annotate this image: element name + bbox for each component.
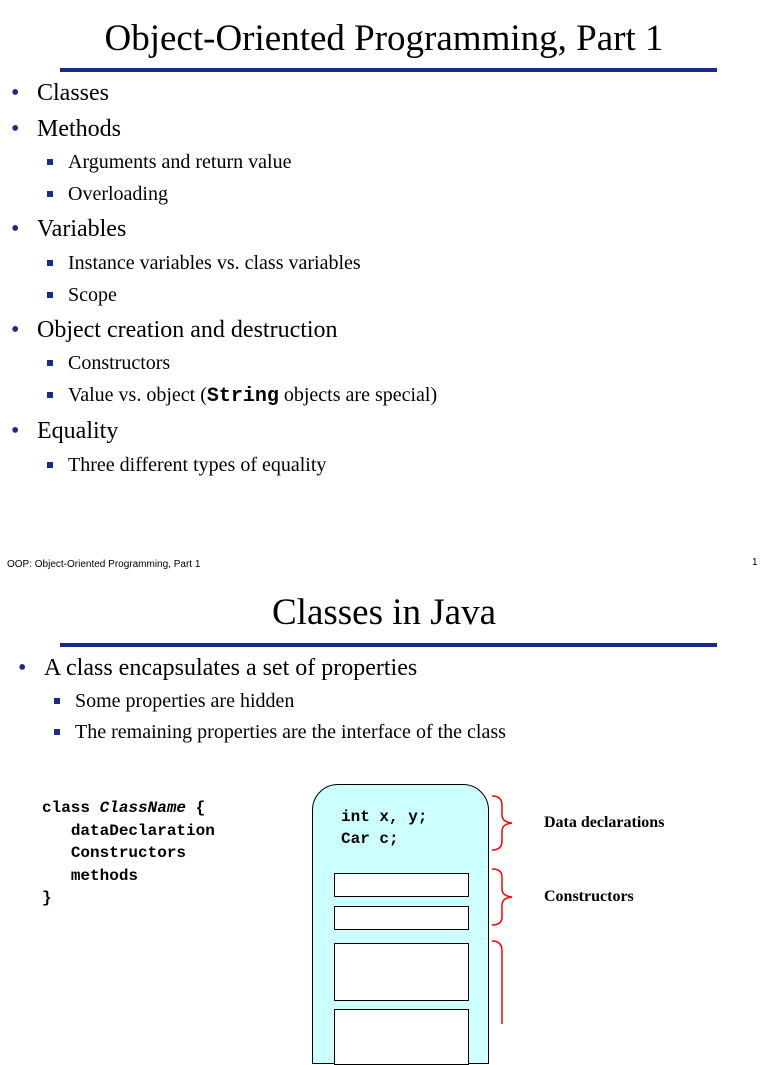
- square-bullet-icon: [54, 698, 60, 704]
- sub-bullet-hidden: Some properties are hidden: [75, 689, 294, 713]
- constructor-slot: [334, 906, 469, 930]
- bullet-dot-icon: •: [11, 317, 20, 343]
- sub-bullet-equality-types: Three different types of equality: [68, 453, 326, 477]
- square-bullet-icon: [47, 462, 53, 468]
- title-rule: [60, 68, 717, 72]
- square-bullet-icon: [54, 729, 60, 735]
- sub-bullet-overloading: Overloading: [68, 182, 168, 206]
- label-constructors: Constructors: [544, 888, 634, 905]
- square-bullet-icon: [47, 392, 53, 398]
- slide1-title: Object-Oriented Programming, Part 1: [104, 18, 664, 59]
- slide2-title: Classes in Java: [271, 592, 497, 633]
- sub-bullet-arguments: Arguments and return value: [68, 150, 291, 174]
- page-number: 1: [752, 557, 758, 568]
- method-brace-icon: [492, 941, 502, 1024]
- bullet-dot-icon: •: [11, 116, 20, 142]
- class-diagram: [312, 784, 489, 1064]
- title-rule: [60, 643, 717, 647]
- label-data-declarations: Data declarations: [544, 814, 665, 831]
- footer-text: OOP: Object-Oriented Programming, Part 1: [7, 559, 201, 570]
- bullet-object-creation: • Object creation and destruction: [11, 317, 338, 343]
- sub-bullet-scope: Scope: [68, 283, 117, 307]
- data-brace-icon: [492, 796, 512, 850]
- bullet-dot-icon: •: [11, 216, 20, 242]
- braces-graphic: [490, 795, 520, 1024]
- bullet-equality: • Equality: [11, 418, 119, 444]
- bullet-dot-icon: •: [18, 655, 27, 681]
- box-data-code: int x, y; Car c;: [341, 808, 428, 848]
- sub-bullet-interface: The remaining properties are the interface of the class: [75, 720, 506, 744]
- bullet-variables: • Variables: [11, 216, 127, 242]
- class-code-block: class ClassName { dataDeclaration Constructors methods }: [42, 799, 215, 907]
- constructor-brace-icon: [492, 869, 512, 925]
- square-bullet-icon: [47, 159, 53, 165]
- square-bullet-icon: [47, 292, 53, 298]
- sub-bullet-instance-variables: Instance variables vs. class variables: [68, 251, 361, 275]
- constructor-slot: [334, 873, 469, 897]
- sub-bullet-value-vs-object: Value vs. object (String objects are special): [68, 383, 437, 409]
- square-bullet-icon: [47, 260, 53, 266]
- string-code: String: [206, 385, 279, 408]
- bullet-methods: • Methods: [11, 116, 121, 142]
- bullet-dot-icon: •: [11, 80, 20, 106]
- sub-bullet-constructors: Constructors: [68, 351, 170, 375]
- bullet-classes: • Classes: [11, 80, 109, 106]
- square-bullet-icon: [47, 360, 53, 366]
- bullet-encapsulation: • A class encapsulates a set of properties: [18, 655, 418, 681]
- bullet-dot-icon: •: [11, 418, 20, 444]
- square-bullet-icon: [47, 191, 53, 197]
- method-slot: [334, 943, 469, 1001]
- method-slot: [334, 1009, 469, 1065]
